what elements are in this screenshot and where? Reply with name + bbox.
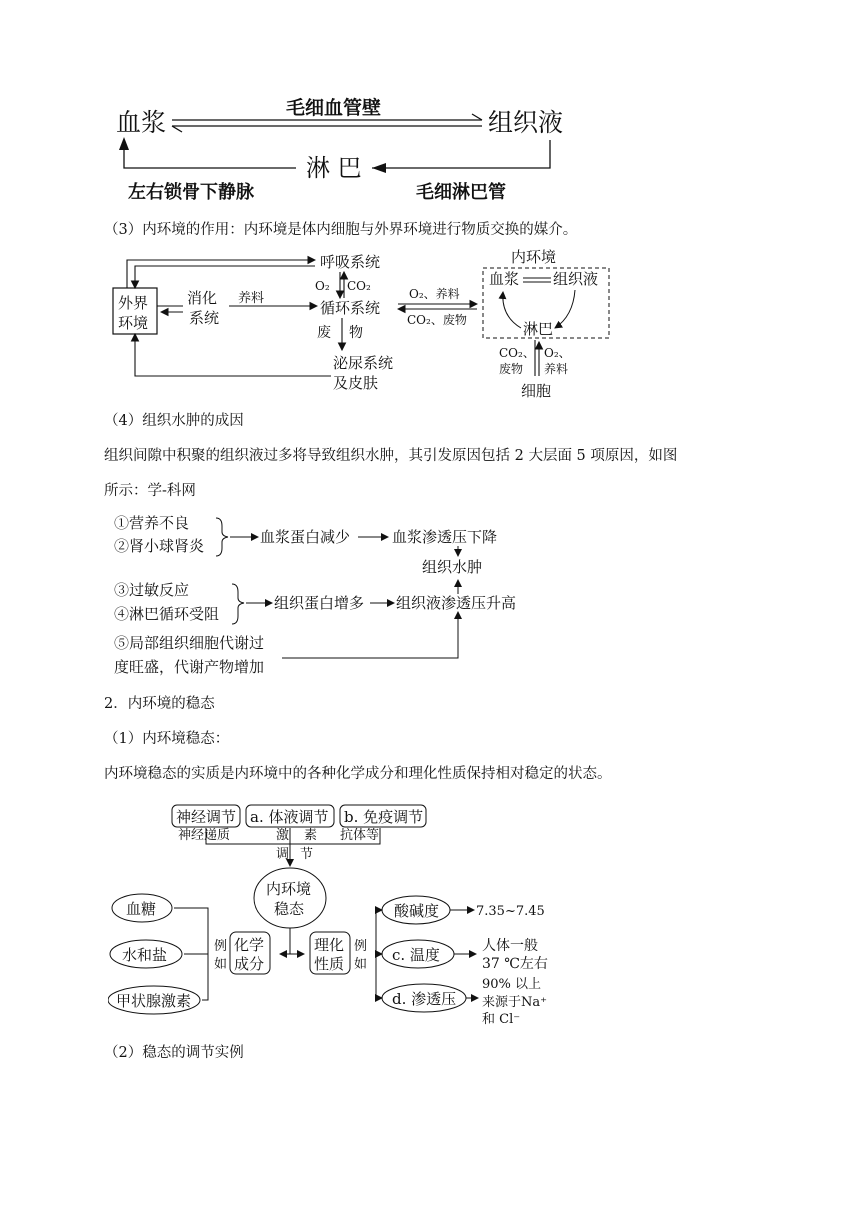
ph-label: 酸碱度 (394, 902, 440, 920)
left-subclavian-vein-label: 左右锁骨下静脉 (128, 182, 254, 203)
waste-text-2: 物 (349, 325, 363, 341)
physical-properties-text-1: 理化 (314, 936, 345, 954)
section-4-paragraph-2: 所示：学-科网 (104, 483, 196, 499)
cause-3: ③过敏反应 (114, 581, 190, 599)
digestive-text-2: 系统 (189, 309, 220, 327)
waste-text-1: 废 (317, 325, 331, 341)
nutrients-label: 养料 (238, 291, 265, 306)
chemical-composition-text-1: 化学 (234, 936, 265, 954)
humoral-regulation: a. 体液调节 (250, 808, 329, 826)
section-2-2-heading: （2）稳态的调节实例 (104, 1045, 244, 1061)
immune-regulation: b. 免疫调节 (344, 808, 424, 826)
o2-nutrients-label: O₂、养料 (409, 287, 460, 301)
plasma-label: 血浆 (116, 108, 167, 137)
respiratory-system-label: 呼吸系统 (320, 253, 381, 271)
tissue-protein-increase: 组织蛋白增多 (274, 594, 365, 612)
cell-label: 细胞 (521, 382, 552, 400)
digestive-text-1: 消化 (187, 289, 218, 307)
temperature-text-1: 人体一般 (482, 938, 538, 954)
osmotic-text-3: 和 Cl⁻ (482, 1012, 521, 1027)
circulation-system-label: 循环系统 (320, 299, 381, 317)
example-right-2: 如 (354, 957, 368, 972)
cause-4: ④淋巴循环受阻 (114, 605, 220, 623)
external-env-text-2: 环境 (118, 314, 149, 332)
lymph-capillary-label: 毛细淋巴管 (416, 182, 506, 203)
regulate-text-1: 调 (276, 847, 290, 862)
o2-label: O₂ (315, 279, 330, 293)
material-exchange-diagram (105, 246, 625, 406)
osmotic-pressure-label: d. 渗透压 (392, 990, 457, 1008)
temperature-text-2: 37 ℃左右 (482, 956, 548, 972)
homeostasis-text-2: 稳态 (274, 900, 305, 918)
neural-regulation: 神经调节 (176, 808, 237, 826)
example-left-1: 例 (214, 939, 228, 954)
ph-value: 7.35~7.45 (476, 904, 545, 919)
section-2-1-paragraph: 内环境稳态的实质是内环境中的各种化学成分和理化性质保持相对稳定的状态。 (104, 766, 612, 782)
internal-tissue-fluid-label: 组织液 (553, 270, 599, 288)
internal-env-label: 内环境 (511, 248, 557, 266)
body-fluid-relationship-diagram (110, 90, 590, 210)
co2-label: CO₂ (347, 279, 371, 293)
tissue-fluid-label: 组织液 (488, 108, 564, 137)
cause-2: ②肾小球肾炎 (114, 537, 205, 555)
neurotransmitter-label: 神经递质 (178, 828, 231, 843)
cause-1: ①营养不良 (114, 514, 190, 532)
plasma-osmotic-pressure-decrease: 血浆渗透压下降 (392, 528, 498, 546)
antibody-label: 抗体等 (340, 828, 380, 843)
cell-o2-label: O₂、 (544, 346, 571, 360)
cell-waste-label: 废物 (499, 362, 524, 376)
section-2-1-heading: （1）内环境稳态： (104, 731, 230, 747)
section-4-paragraph-1: 组织间隙中积聚的组织液过多将导致组织水肿，其引发原因包括 2 大层面 5 项原因，如图 (104, 448, 678, 464)
temperature-label: c. 温度 (392, 946, 440, 964)
section-4-heading: （4）组织水肿的成因 (104, 413, 244, 429)
cell-nutrients-label: 养料 (544, 362, 569, 376)
section-2-heading: 2．内环境的稳态 (104, 696, 215, 712)
osmotic-text-2: 来源于Na⁺ (482, 995, 547, 1010)
thyroxine: 甲状腺激素 (116, 992, 192, 1010)
capillary-wall-label: 毛细血管壁 (286, 97, 382, 119)
water-and-salt: 水和盐 (122, 946, 168, 964)
tissue-fluid-osmotic-pressure-increase: 组织液渗透压升高 (396, 594, 517, 612)
example-left-2: 如 (214, 957, 228, 972)
osmotic-text-1: 90% 以上 (482, 977, 542, 992)
homeostasis-diagram (108, 794, 578, 1030)
plasma-protein-decrease: 血浆蛋白减少 (260, 528, 351, 546)
internal-plasma-label: 血浆 (489, 270, 520, 288)
blood-sugar: 血糖 (126, 900, 157, 918)
hormone-text-1: 激 (276, 828, 290, 843)
homeostasis-text-1: 内环境 (266, 880, 312, 898)
tissue-edema: 组织水肿 (422, 558, 483, 576)
cause-5-line-1: ⑤局部组织细胞代谢过 (114, 634, 265, 652)
internal-lymph-label: 淋巴 (523, 320, 554, 338)
co2-waste-label: CO₂、废物 (407, 313, 467, 327)
tissue-edema-diagram (112, 510, 532, 678)
physical-properties-text-2: 性质 (314, 955, 345, 973)
chemical-composition-text-2: 成分 (234, 955, 265, 973)
skin-label: 及皮肤 (333, 374, 379, 392)
cause-5-line-2: 度旺盛，代谢产物增加 (114, 658, 265, 676)
urinary-system-label: 泌尿系统 (333, 354, 394, 372)
regulate-text-2: 节 (300, 847, 314, 862)
hormone-text-2: 素 (304, 828, 318, 843)
example-right-1: 例 (354, 939, 368, 954)
section-3-heading: （3）内环境的作用：内环境是体内细胞与外界环境进行物质交换的媒介。 (104, 222, 578, 238)
external-env-text-1: 外界 (118, 294, 149, 312)
cell-co2-label: CO₂、 (499, 346, 535, 360)
lymph-label: 淋 巴 (306, 154, 362, 182)
